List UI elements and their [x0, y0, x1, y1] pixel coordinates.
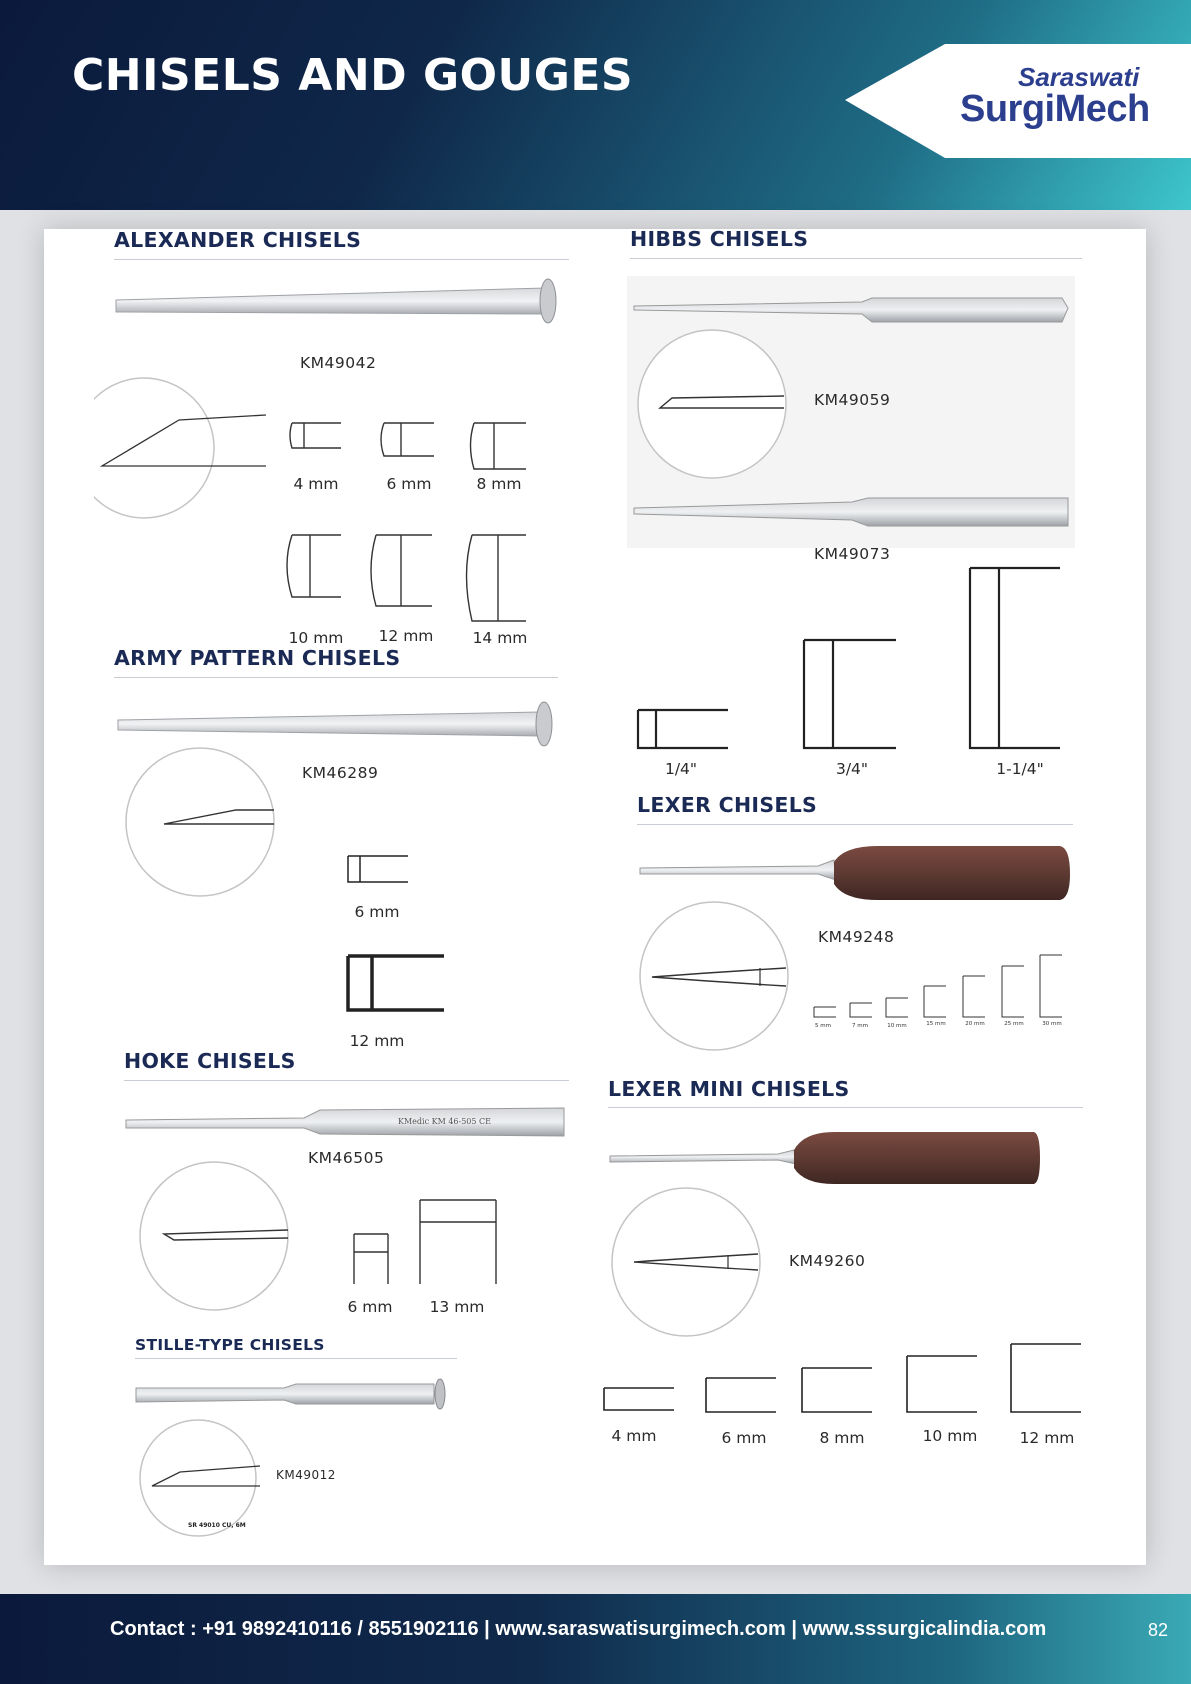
hibbs-size-label: 1/4": [664, 760, 698, 778]
hibbs-size-label: 3/4": [835, 760, 869, 778]
army-code: KM46289: [302, 764, 379, 782]
hoke-size-label: 6 mm: [347, 1298, 393, 1316]
lexer-mini-size-label: 4 mm: [611, 1427, 657, 1445]
army-rule: [114, 677, 558, 678]
lexer-mini-title: LEXER MINI CHISELS: [608, 1077, 850, 1101]
hoke-engraving: KMedic KM 46-505 CE: [398, 1117, 491, 1126]
lexer-mini-tip-magnifier: [610, 1186, 766, 1338]
lexer-size-label: 30 mm: [1042, 1021, 1062, 1027]
army-size-diagrams: [340, 852, 470, 1012]
army-size-label: 6 mm: [354, 903, 400, 921]
lexer-size-label: 25 mm: [1004, 1021, 1024, 1027]
hibbs-chisel-image-2: [632, 496, 1072, 532]
hoke-size-diagrams: [350, 1196, 500, 1288]
army-title: ARMY PATTERN CHISELS: [114, 646, 401, 670]
alexander-size-label: 8 mm: [476, 475, 522, 493]
lexer-chisel-image: [638, 844, 1072, 904]
alexander-size-diagrams: [284, 420, 544, 640]
hoke-chisel-image: [124, 1104, 568, 1144]
hoke-rule: [124, 1080, 569, 1081]
lexer-size-label: 15 mm: [926, 1021, 946, 1027]
lexer-mini-chisel-image: [608, 1130, 1042, 1190]
alexander-title: ALEXANDER CHISELS: [114, 228, 362, 252]
alexander-size-label: 10 mm: [288, 629, 344, 647]
hoke-title: HOKE CHISELS: [124, 1049, 296, 1073]
contact-info[interactable]: Contact : +91 9892410116 / 8551902116 | www.saraswatisurgimech.com | www.sssurgicalindia.com: [110, 1618, 1047, 1640]
logo-saraswati: Saraswati: [1018, 62, 1140, 92]
hoke-tip-magnifier: [138, 1160, 290, 1312]
alexander-rule: [114, 259, 569, 260]
lexer-size-label: 10 mm: [887, 1023, 907, 1029]
lexer-title: LEXER CHISELS: [637, 793, 818, 817]
lexer-mini-size-diagrams: [602, 1342, 1084, 1416]
page-number: 82: [1148, 1620, 1169, 1640]
army-size-label: 12 mm: [349, 1032, 405, 1050]
hibbs-code-1: KM49059: [814, 391, 891, 409]
stille-caption: SR 49010 CU, 6M: [188, 1522, 246, 1529]
alexander-size-label: 6 mm: [386, 475, 432, 493]
lexer-size-label: 7 mm: [852, 1023, 868, 1029]
alexander-size-label: 14 mm: [472, 629, 528, 647]
stille-tip-magnifier: [138, 1422, 268, 1532]
hibbs-size-label: 1-1/4": [996, 760, 1044, 778]
hoke-code: KM46505: [308, 1149, 385, 1167]
alexander-tip-magnifier: [94, 370, 274, 530]
alexander-chisel-image: [114, 282, 560, 332]
lexer-mini-size-label: 8 mm: [819, 1429, 865, 1447]
hibbs-code-2: KM49073: [814, 545, 891, 563]
hibbs-title: HIBBS CHISELS: [630, 227, 809, 251]
army-chisel-image: [116, 702, 556, 752]
lexer-size-diagrams: [812, 952, 1072, 1020]
stille-code: KM49012: [276, 1468, 336, 1482]
lexer-rule: [637, 824, 1073, 825]
hibbs-rule: [630, 258, 1082, 259]
lexer-code: KM49248: [818, 928, 895, 946]
lexer-mini-size-label: 6 mm: [721, 1429, 767, 1447]
stille-title: STILLE-TYPE CHISELS: [135, 1336, 325, 1354]
lexer-size-label: 20 mm: [965, 1021, 985, 1027]
army-tip-magnifier: [124, 746, 284, 898]
lexer-mini-rule: [608, 1107, 1083, 1108]
hibbs-size-diagrams: [636, 564, 1066, 754]
alexander-size-label: 4 mm: [293, 475, 339, 493]
lexer-mini-code: KM49260: [789, 1252, 866, 1270]
lexer-size-label: 5 mm: [815, 1023, 831, 1029]
stille-rule: [135, 1358, 457, 1359]
hoke-size-label: 13 mm: [429, 1298, 485, 1316]
alexander-size-label: 12 mm: [378, 627, 434, 645]
logo-surgimech: SurgiMech: [960, 88, 1150, 130]
lexer-tip-magnifier: [638, 900, 794, 1052]
stille-chisel-image: [134, 1376, 458, 1416]
alexander-code: KM49042: [300, 354, 377, 372]
lexer-mini-size-label: 10 mm: [922, 1427, 978, 1445]
page-title: CHISELS AND GOUGES: [72, 50, 634, 101]
lexer-mini-size-label: 12 mm: [1019, 1429, 1075, 1447]
hibbs-tip-magnifier: [636, 328, 826, 480]
